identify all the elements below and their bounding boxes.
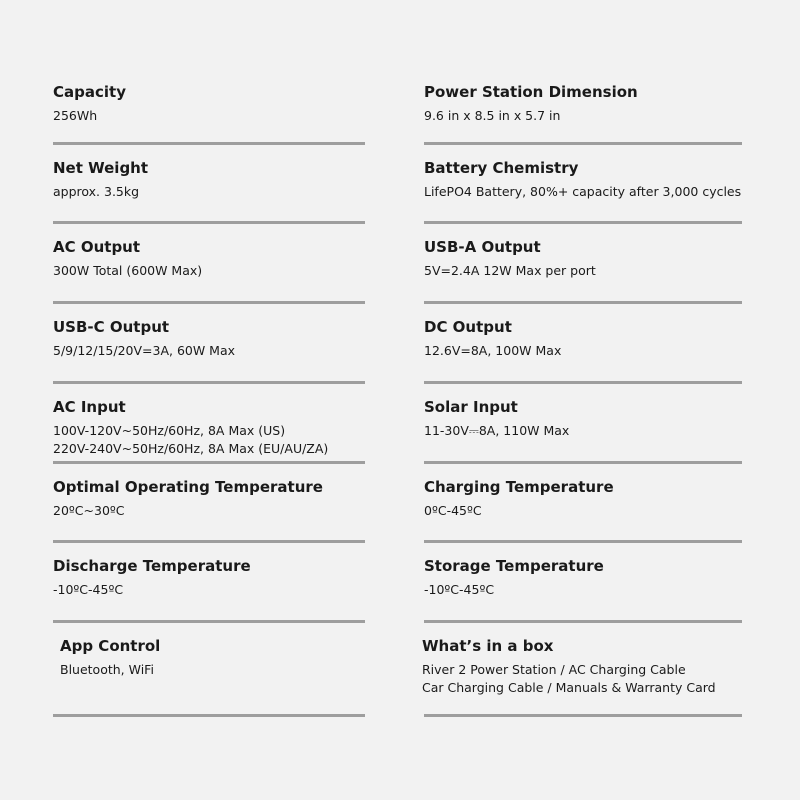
spec-power-station-dimension bbox=[424, 82, 742, 125]
spec-label: App Control bbox=[60, 637, 161, 655]
spec-value: 0ºC-45ºC bbox=[424, 503, 482, 518]
divider bbox=[53, 714, 365, 717]
spec-label: Charging Temperature bbox=[424, 478, 614, 496]
divider bbox=[424, 540, 742, 543]
spec-value: 5V=2.4A 12W Max per port bbox=[424, 263, 596, 278]
divider bbox=[53, 540, 365, 543]
spec-ac-input bbox=[53, 397, 371, 458]
divider bbox=[424, 142, 742, 145]
spec-capacity bbox=[53, 82, 371, 125]
spec-label: Net Weight bbox=[53, 159, 149, 177]
divider bbox=[53, 461, 365, 464]
spec-value: LifePO4 Battery, 80%+ capacity after 3,000 cycles bbox=[424, 184, 742, 199]
spec-label: Capacity bbox=[53, 83, 126, 101]
spec-value: -10ºC-45ºC bbox=[53, 582, 124, 597]
spec-net-weight bbox=[53, 158, 371, 201]
spec-label: AC Output bbox=[53, 238, 141, 256]
spec-label: Solar Input bbox=[424, 398, 518, 416]
divider bbox=[53, 301, 365, 304]
spec-value: 300W Total (600W Max) bbox=[53, 263, 203, 278]
divider bbox=[53, 221, 365, 224]
spec-charging-temperature bbox=[424, 477, 742, 520]
spec-usb-a-output bbox=[424, 237, 742, 280]
spec-value: 20ºC~30ºC bbox=[53, 503, 125, 518]
divider bbox=[53, 142, 365, 145]
spec-app-control bbox=[60, 636, 378, 679]
divider bbox=[424, 381, 742, 384]
spec-discharge-temperature bbox=[53, 556, 371, 599]
divider bbox=[424, 221, 742, 224]
divider bbox=[424, 461, 742, 464]
divider bbox=[53, 381, 365, 384]
spec-label: USB-C Output bbox=[53, 318, 170, 336]
spec-label: AC Input bbox=[53, 398, 126, 416]
spec-value: 256Wh bbox=[53, 108, 98, 123]
spec-storage-temperature bbox=[424, 556, 742, 599]
spec-dc-output bbox=[424, 317, 742, 360]
spec-value: 11-30V⎓8A, 110W Max bbox=[424, 423, 570, 438]
spec-label: Optimal Operating Temperature bbox=[53, 478, 323, 496]
spec-ac-output bbox=[53, 237, 371, 280]
spec-value: Bluetooth, WiFi bbox=[60, 662, 154, 677]
divider bbox=[424, 714, 742, 717]
spec-usb-c-output bbox=[53, 317, 371, 360]
divider bbox=[424, 301, 742, 304]
spec-label: Power Station Dimension bbox=[424, 83, 638, 101]
spec-value: 9.6 in x 8.5 in x 5.7 in bbox=[424, 108, 561, 123]
spec-value: 5/9/12/15/20V=3A, 60W Max bbox=[53, 343, 236, 358]
spec-battery-chemistry bbox=[424, 158, 742, 201]
spec-value-line: 100V-120V~50Hz/60Hz, 8A Max (US) bbox=[53, 423, 286, 438]
spec-value-line: River 2 Power Station / AC Charging Cable bbox=[422, 662, 686, 677]
spec-value bbox=[53, 422, 371, 458]
spec-label: Storage Temperature bbox=[424, 557, 604, 575]
spec-value: approx. 3.5kg bbox=[53, 184, 140, 199]
spec-label: Battery Chemistry bbox=[424, 159, 579, 177]
spec-optimal-operating-temperature bbox=[53, 477, 371, 520]
spec-label: Discharge Temperature bbox=[53, 557, 251, 575]
spec-value: -10ºC-45ºC bbox=[424, 582, 495, 597]
divider bbox=[424, 620, 742, 623]
spec-whats-in-a-box bbox=[422, 636, 740, 697]
spec-value-line: 220V-240V~50Hz/60Hz, 8A Max (EU/AU/ZA) bbox=[53, 441, 329, 456]
spec-value bbox=[422, 661, 740, 697]
spec-value: 12.6V=8A, 100W Max bbox=[424, 343, 562, 358]
spec-solar-input bbox=[424, 397, 742, 440]
spec-label: USB-A Output bbox=[424, 238, 541, 256]
spec-label: What’s in a box bbox=[422, 637, 554, 655]
divider bbox=[53, 620, 365, 623]
spec-label: DC Output bbox=[424, 318, 512, 336]
spec-value-line: Car Charging Cable / Manuals & Warranty Card bbox=[422, 680, 716, 695]
